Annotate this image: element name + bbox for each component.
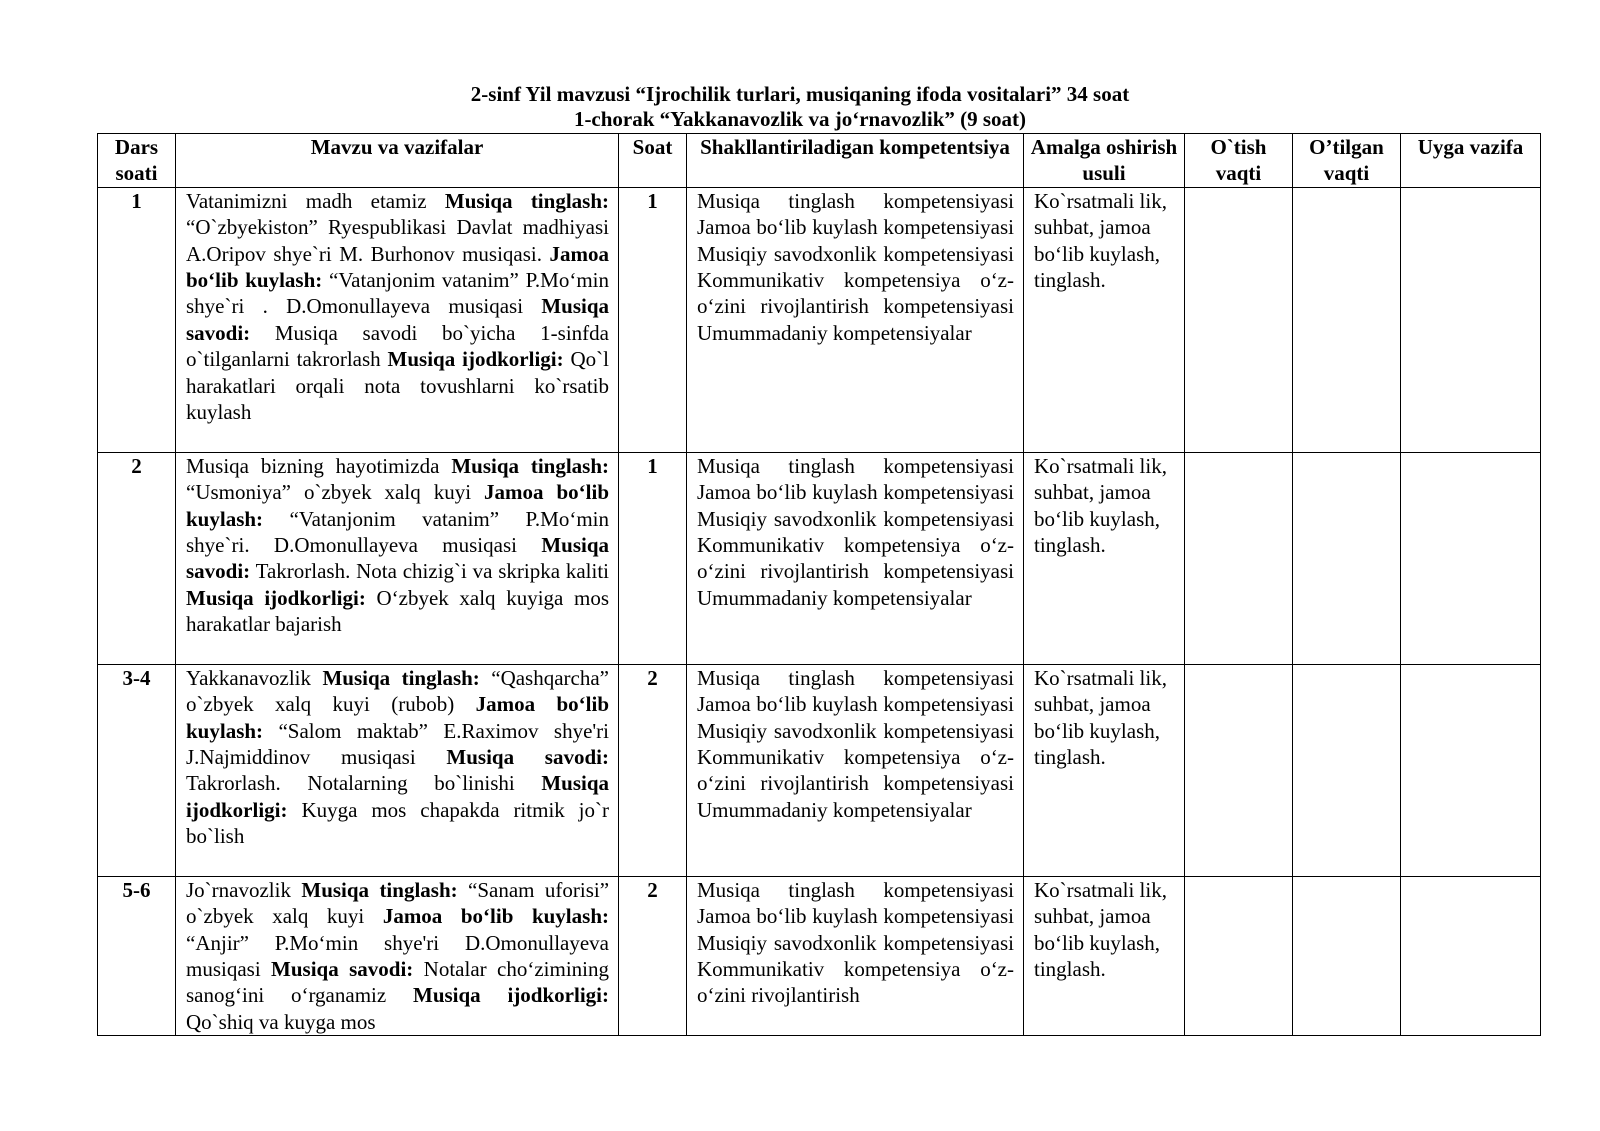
hours-cell: 1 — [619, 187, 687, 452]
otilgan-vaqti-cell — [1293, 876, 1401, 1035]
uyga-vazifa-cell — [1401, 664, 1541, 876]
table-row — [98, 187, 1541, 452]
competency-text: Musiqa tinglash kompetensiyasi Jamoa bo‘lib kuylash kompetensiyasi Musiqiy savodxonlik kompetensiyasi Kommunikativ kompetensiya o‘z-o‘zini rivojlantirish — [697, 877, 1014, 1008]
topic-text: O‘zbyek xalq kuyiga mos harakatlar bajarish — [186, 585, 609, 637]
topic-label: Musiqa ijodkorligi: — [387, 347, 564, 372]
topic-title: Jo`rnavozlik — [186, 877, 291, 902]
header-kompetensiya: Shakllantiriladigan kompetentsiya — [687, 134, 1024, 188]
lesson-number: 1 — [98, 187, 176, 452]
header-usul: Amalga oshirish usuli — [1024, 134, 1185, 188]
header-dars-soati: Dars soati — [98, 134, 176, 188]
header-soat: Soat — [619, 134, 687, 188]
topic-label: Musiqa savodi: — [186, 294, 610, 345]
competency-cell: Musiqa tinglash kompetensiyasi Jamoa bo‘lib kuylash kompetensiyasi Musiqiy savodxonlik kompetensiyasi Kommunikativ kompetensiya o‘z-o‘zini rivojlantirish kompetensiyasi Umummadaniy kompetensiyalar — [687, 452, 1024, 664]
topic-text: Takrorlash. Notalarning bo`linishi — [186, 771, 515, 796]
method-cell: Ko`rsatmali lik, suhbat, jamoa bo‘lib kuylash, tinglash. — [1024, 187, 1185, 452]
topic-text: Notalar cho‘zimining sanog‘ini o‘rganamiz — [186, 957, 609, 1008]
topic-text: “Qashqarcha” o`zbyek xalq kuyi (rubob) — [186, 665, 610, 717]
competency-cell: Musiqa tinglash kompetensiyasi Jamoa bo‘lib kuylash kompetensiyasi Musiqiy savodxonlik kompetensiyasi Kommunikativ kompetensiya o‘z-o‘zini rivojlantirish kompetensiyasi Umummadaniy kompetensiyalar — [687, 664, 1024, 876]
table-row — [98, 664, 1541, 876]
topic-label: Musiqa ijodkorligi: — [413, 983, 609, 1008]
otilgan-vaqti-cell — [1293, 187, 1401, 452]
topic-label: Musiqa ijodkorligi: — [186, 585, 366, 610]
topic-text: “Anjir” P.Mo‘min shye'ri D.Omonullayeva musiqasi — [186, 930, 609, 982]
otilgan-vaqti-cell — [1293, 452, 1401, 664]
topic-label: Musiqa savodi: — [271, 957, 414, 982]
topic-label: Musiqa tinglash: — [301, 877, 458, 902]
topic-label: Musiqa tinglash: — [444, 188, 610, 213]
otilgan-vaqti-cell — [1293, 664, 1401, 876]
topic-title: Yakkanavozlik — [186, 665, 312, 690]
topic-label: Jamoa bo‘lib kuylash: — [382, 904, 609, 929]
otish-vaqti-cell — [1185, 452, 1293, 664]
topic-label: Jamoa bo‘lib kuylash: — [186, 480, 610, 531]
topic-text: Takrorlash. Nota chizig`i va skripka kaliti — [255, 559, 609, 584]
otish-vaqti-cell — [1185, 664, 1293, 876]
hours-cell: 2 — [619, 664, 687, 876]
lesson-number: 2 — [98, 452, 176, 664]
topic-text: “Vatanjonim vatanim” P.Mo‘min shye`ri . D.Omonullayeva musiqasi — [186, 268, 610, 319]
method-cell: Ko`rsatmali lik, suhbat, jamoa bo‘lib kuylash, tinglash. — [1024, 452, 1185, 664]
header-otish-vaqti: O`tish vaqti — [1185, 134, 1293, 188]
topic-title: Musiqa bizning hayotimizda — [186, 453, 440, 478]
hours-cell: 2 — [619, 876, 687, 1035]
topic-label: Musiqa ijodkorligi: — [186, 771, 610, 822]
topic-text: Qo`l harakatlari orqali nota tovushlarni ko`rsatib kuylash — [186, 347, 610, 425]
topic-label: Musiqa savodi: — [446, 745, 609, 770]
document-subtitle: 1-chorak “Yakkanavozlik va jo‘rnavozlik” (9 soat) — [573, 107, 1027, 131]
lesson-topic-cell — [176, 876, 619, 1035]
topic-text: “O`zbyekiston” Ryespublikasi Davlat madhiyasi A.Oripov shye`ri M. Burhonov musiqasi. — [186, 215, 609, 266]
header-mavzu: Mavzu va vazifalar — [176, 134, 619, 188]
competency-cell — [687, 876, 1024, 1035]
topic-text: “Vatanjonim vatanim” P.Mo‘min shye`ri. D.Omonullayeva musiqasi — [186, 506, 609, 558]
topic-text: Musiqa savodi bo`yicha 1-sinfda o`tilganlarni takrorlash — [186, 320, 609, 372]
hours-cell: 1 — [619, 452, 687, 664]
topic-label: Jamoa bo‘lib kuylash: — [186, 241, 609, 293]
topic-text: “Salom maktab” E.Raximov shye'ri J.Najmiddinov musiqasi — [186, 718, 609, 770]
topic-label: Musiqa tinglash: — [451, 453, 610, 478]
lesson-topic-cell — [176, 187, 619, 452]
method-cell: Ko`rsatmali lik, suhbat, jamoa bo‘lib kuylash, tinglash. — [1024, 664, 1185, 876]
lesson-plan-table — [97, 133, 1541, 1036]
topic-label: Musiqa tinglash: — [322, 665, 480, 690]
header-uyga-vazifa: Uyga vazifa — [1401, 134, 1541, 188]
header-otilgan-vaqti: O’tilgan vaqti — [1293, 134, 1401, 188]
topic-title: Vatanimizni madh etamiz — [186, 188, 427, 213]
uyga-vazifa-cell — [1401, 187, 1541, 452]
lesson-topic-cell — [176, 452, 619, 664]
method-cell: Ko`rsatmali lik, suhbat, jamoa bo‘lib kuylash, tinglash. — [1024, 876, 1185, 1035]
lesson-topic-cell — [176, 664, 619, 876]
lesson-number: 3-4 — [98, 664, 176, 876]
topic-text: Qo`shiq va kuyga mos — [186, 1009, 376, 1034]
uyga-vazifa-cell — [1401, 452, 1541, 664]
topic-label: Musiqa savodi: — [186, 533, 609, 584]
table-row — [98, 452, 1541, 664]
uyga-vazifa-cell — [1401, 876, 1541, 1035]
otish-vaqti-cell — [1185, 187, 1293, 452]
topic-label: Jamoa bo‘lib kuylash: — [186, 692, 609, 743]
table-header-row — [98, 134, 1541, 188]
competency-cell: Musiqa tinglash kompetensiyasi Jamoa bo‘lib kuylash kompetensiyasi Musiqiy savodxonlik kompetensiyasi Kommunikativ kompetensiya o‘z-o‘zini rivojlantirish kompetensiyasi Umummadaniy kompetensiyalar — [687, 187, 1024, 452]
topic-text: Kuyga mos chapakda ritmik jo`r bo`lish — [186, 797, 610, 849]
lesson-number: 5-6 — [98, 876, 176, 1035]
table-row — [98, 876, 1541, 1035]
topic-text: “Usmoniya” o`zbyek xalq kuyi — [186, 480, 472, 505]
topic-text: “Sanam uforisi” o`zbyek xalq kuyi — [186, 877, 609, 929]
otish-vaqti-cell — [1185, 876, 1293, 1035]
document-title: 2-sinf Yil mavzusi “Ijrochilik turlari, musiqaning ifoda vositalari” 34 soat — [470, 82, 1130, 106]
